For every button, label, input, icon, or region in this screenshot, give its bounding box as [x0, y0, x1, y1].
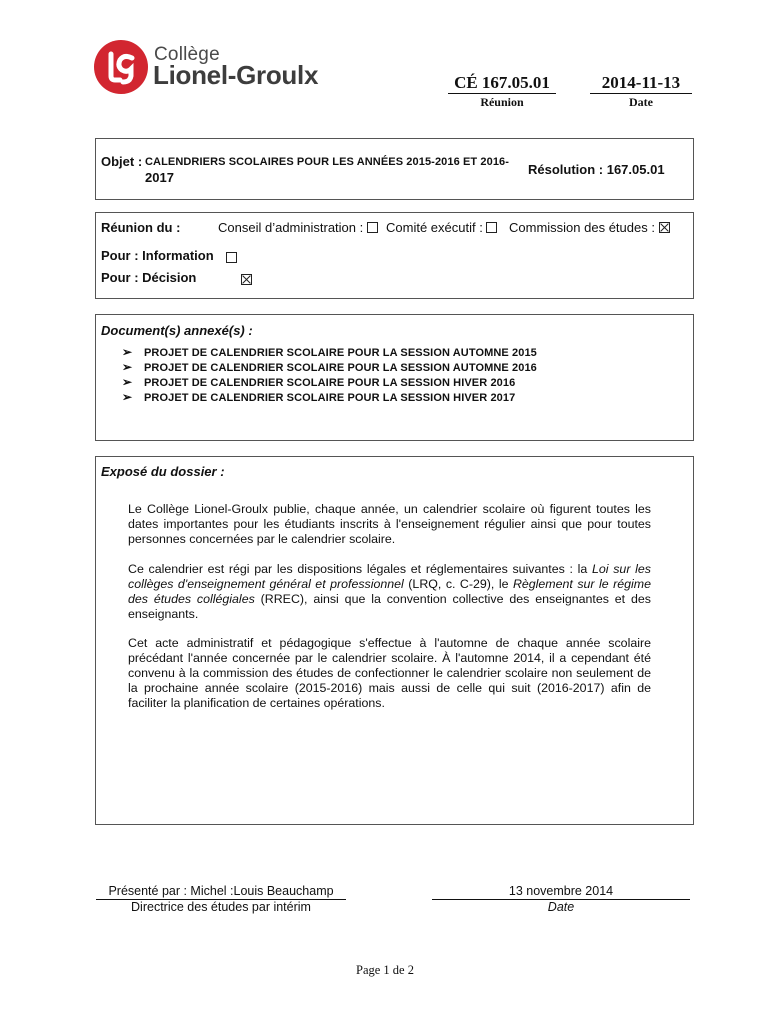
reunion-du-label: Réunion du : — [101, 220, 181, 235]
option-conseil — [218, 220, 378, 235]
presented-by: Présenté par : Michel :Louis Beauchamp — [108, 884, 334, 898]
date-label: Date — [629, 95, 653, 109]
documents-title: Document(s) annexé(s) : — [101, 323, 253, 338]
option-comite-label: Comité exécutif : — [386, 220, 483, 235]
page-number: Page 1 de 2 — [356, 963, 414, 977]
document-item: ➢ PROJET DE CALENDRIER SCOLAIRE POUR LA SESSION HIVER 2016 — [122, 375, 516, 389]
information-checkbox[interactable] — [226, 252, 237, 263]
objet-text-line2: 2017 — [145, 170, 174, 185]
signature-date: 13 novembre 2014 — [508, 884, 614, 898]
commission-checkbox-checked[interactable] — [659, 222, 670, 233]
expose-paragraph-3: Cet acte administratif et pédagogique s'effectue à l'automne de chaque année scolaire précédant l'année concernée par le calendrier scolaire. À l'automne 2014, il a cependant été convenu à la commission des études de confectionner le calendrier scolaire non seulement de la prochaine année scolaire (2015-2016) mais aussi de celle qui suit (2016-2017) afin de faciliter la planification de certaines opérations. — [128, 636, 651, 710]
reunion-number: CÉ 167.05.01 — [454, 73, 550, 92]
document-item: ➢ PROJET DE CALENDRIER SCOLAIRE POUR LA SESSION AUTOMNE 2015 — [122, 345, 537, 359]
meeting-date: 2014-11-13 — [601, 73, 681, 92]
pour-decision-label: Pour : Décision — [101, 270, 197, 285]
logo-lg-icon — [94, 40, 148, 94]
loi-reference: Loi sur les collèges d'enseignement général et professionnel — [128, 562, 651, 591]
logo-college-text: Collège — [154, 44, 220, 65]
expose-paragraph-1: Le Collège Lionel-Groulx publie, chaque année, un calendrier scolaire où figurent toutes les dates importantes pour les étudiants inscrits à l'enseignement régulier ainsi que pour toutes personnes concernées par le calendrier scolaire. — [128, 502, 651, 546]
conseil-checkbox[interactable] — [367, 222, 378, 233]
arrow-bullet-icon: ➢ — [122, 360, 133, 374]
expose-paragraph-2: Ce calendrier est régi par les dispositions légales et réglementaires suivantes : la Loi sur les collèges d'enseignement général et professionnel (LRQ, c. C-29), le Règlement sur le régime des études collégiales (RREC), ainsi que la convention collective des enseignantes et des enseignants. — [128, 562, 652, 621]
option-comite — [386, 220, 497, 235]
resolution-number: Résolution : 167.05.01 — [528, 162, 665, 177]
date-underline — [590, 93, 692, 94]
reunion-underline — [448, 93, 556, 94]
logo-name-text: Lionel-Groulx — [153, 60, 319, 90]
option-commission-label: Commission des études : — [509, 220, 655, 235]
document-item: ➢ PROJET DE CALENDRIER SCOLAIRE POUR LA SESSION HIVER 2017 — [122, 390, 516, 404]
reglement-reference: Règlement sur le régime des études collégiales — [128, 577, 652, 606]
decision-checkbox-checked[interactable] — [241, 274, 252, 285]
presenter-role: Directrice des études par intérim — [131, 900, 311, 914]
pour-information-label: Pour : Information — [101, 248, 214, 263]
objet-label: Objet : — [101, 154, 143, 169]
objet-text-line1: CALENDRIERS SCOLAIRES POUR LES ANNÉES 2015-2016 ET 2016- — [145, 156, 510, 168]
option-commission — [509, 220, 670, 235]
option-conseil-label: Conseil d’administration : — [218, 220, 364, 235]
comite-checkbox[interactable] — [486, 222, 497, 233]
arrow-bullet-icon: ➢ — [122, 375, 133, 389]
arrow-bullet-icon: ➢ — [122, 390, 133, 404]
signature-date-label: Date — [547, 900, 575, 914]
reunion-label: Réunion — [480, 95, 524, 109]
document-item: ➢ PROJET DE CALENDRIER SCOLAIRE POUR LA SESSION AUTOMNE 2016 — [122, 360, 537, 374]
arrow-bullet-icon: ➢ — [122, 345, 133, 359]
college-logo-mark — [94, 40, 148, 94]
expose-title: Exposé du dossier : — [101, 464, 225, 479]
